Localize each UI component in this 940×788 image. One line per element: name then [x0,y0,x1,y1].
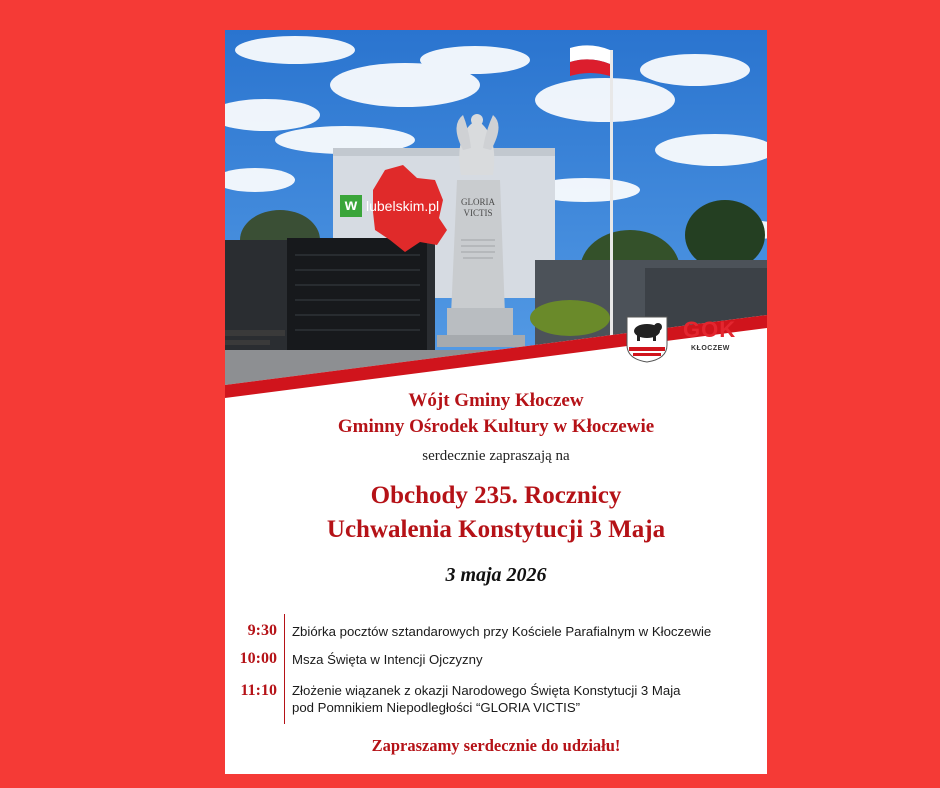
monument-inscription-2: VICTIS [463,208,493,218]
logo-text: lubelskim.pl [366,198,440,214]
event-poster [225,30,767,774]
event-date: 3 maja 2026 [445,564,547,586]
coat-of-arms-icon [625,315,669,363]
schedule-desc: Złożenie wiązanek z okazji Narodowego Święta Konstytucji 3 Maja [292,683,681,698]
invite-text: serdecznie zapraszają na [422,448,570,464]
schedule-desc: Zbiórka pocztów sztandarowych przy Kościele Parafialnym w Kłoczewie [292,624,712,639]
gok-logo [625,315,765,375]
schedule-desc: Msza Święta w Intencji Ojczyzny [292,652,483,667]
lubelskim-logo [340,195,462,221]
schedule-desc-line-2: pod Pomnikiem Niepodległości “GLORIA VICTIS” [292,700,581,715]
logo-letter: w [340,195,362,217]
organizer-2: Gminny Ośrodek Kultury w Kłoczewie [337,416,655,437]
schedule-time: 10:00 [239,650,277,667]
event-title-line-2: Uchwalenia Konstytucji 3 Maja [326,516,666,543]
gok-logo-subtext: KŁOCZEW [691,345,730,352]
event-title-line-1: Obchody 235. Rocznicy [370,482,622,509]
schedule-divider [284,614,285,724]
organizer-1: Wójt Gminy Kłoczew [408,390,584,411]
schedule-time: 11:10 [240,682,277,699]
gok-logo-text: GOK [683,317,737,342]
monument-inscription-1: GLORIA [461,197,495,207]
schedule-time: 9:30 [247,622,277,639]
closing-text: Zapraszamy serdecznie do udziału! [371,736,621,755]
